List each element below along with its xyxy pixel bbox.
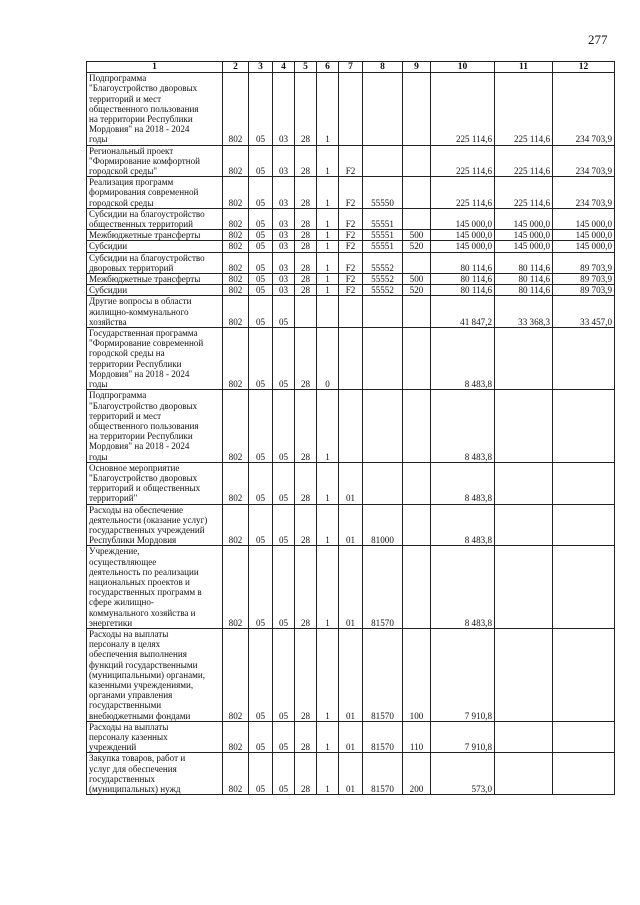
subsection-code: 05 — [273, 628, 295, 721]
subsection-code: 05 — [273, 462, 295, 504]
direction-code — [363, 296, 403, 328]
amount-year-3 — [553, 462, 615, 504]
subsection-code: 03 — [273, 241, 295, 252]
ministry-code: 802 — [223, 177, 249, 209]
ministry-code: 802 — [223, 145, 249, 177]
table-body — [87, 73, 615, 795]
subprogram-code: 1 — [317, 230, 339, 241]
program-code: 28 — [295, 177, 317, 209]
event-code: 01 — [339, 721, 363, 753]
program-code: 28 — [295, 504, 317, 546]
row-name: Региональный проект "Формирование комфортной городской среды" — [87, 145, 223, 177]
program-code: 28 — [295, 462, 317, 504]
column-header: 11 — [495, 62, 553, 73]
amount-year-2 — [495, 328, 553, 390]
amount-year-3: 234 703,9 — [553, 177, 615, 209]
table-row — [87, 73, 615, 145]
table-row — [87, 546, 615, 629]
row-name: Субсидии на благоустройство дворовых территорий — [87, 252, 223, 273]
program-code: 28 — [295, 721, 317, 753]
table-row — [87, 328, 615, 390]
program-code: 28 — [295, 208, 317, 229]
section-code: 05 — [249, 328, 273, 390]
table-row — [87, 241, 615, 252]
section-code: 05 — [249, 73, 273, 145]
event-code: 01 — [339, 504, 363, 546]
section-code: 05 — [249, 753, 273, 795]
amount-year-3 — [553, 628, 615, 721]
program-code: 28 — [295, 546, 317, 629]
event-code: F2 — [339, 208, 363, 229]
program-code: 28 — [295, 73, 317, 145]
expense-type-code — [403, 208, 431, 229]
section-code: 05 — [249, 390, 273, 462]
program-code: 28 — [295, 328, 317, 390]
table-row — [87, 504, 615, 546]
amount-year-2 — [495, 546, 553, 629]
amount-year-2: 80 114,6 — [495, 285, 553, 296]
amount-year-2: 145 000,0 — [495, 230, 553, 241]
row-name: Подпрограмма "Благоустройство дворовых территорий и мест общественного пользования на территории Республики Мордовия" на 2018 - 2024 годы — [87, 73, 223, 145]
ministry-code: 802 — [223, 285, 249, 296]
ministry-code: 802 — [223, 241, 249, 252]
subprogram-code: 1 — [317, 390, 339, 462]
direction-code: 55551 — [363, 208, 403, 229]
amount-year-2 — [495, 504, 553, 546]
event-code: 01 — [339, 753, 363, 795]
direction-code: 81570 — [363, 628, 403, 721]
event-code: 01 — [339, 628, 363, 721]
row-name: Субсидии на благоустройство общественных территорий — [87, 208, 223, 229]
direction-code — [363, 462, 403, 504]
ministry-code: 802 — [223, 721, 249, 753]
row-name: Расходы на обеспечение деятельности (оказание услуг) государственных учреждений Республики Мордовия — [87, 504, 223, 546]
subsection-code: 05 — [273, 390, 295, 462]
event-code: F2 — [339, 145, 363, 177]
amount-year-2: 80 114,6 — [495, 252, 553, 273]
ministry-code: 802 — [223, 230, 249, 241]
amount-year-1: 80 114,6 — [431, 285, 495, 296]
table-row — [87, 390, 615, 462]
subprogram-code: 1 — [317, 73, 339, 145]
amount-year-2: 225 114,6 — [495, 177, 553, 209]
amount-year-3 — [553, 504, 615, 546]
subprogram-code: 1 — [317, 177, 339, 209]
subprogram-code: 1 — [317, 285, 339, 296]
row-name: Основное мероприятие "Благоустройство дворовых территорий и общественных территорий" — [87, 462, 223, 504]
amount-year-2: 80 114,6 — [495, 274, 553, 285]
subsection-code: 03 — [273, 145, 295, 177]
event-code: 01 — [339, 462, 363, 504]
column-header: 10 — [431, 62, 495, 73]
amount-year-2: 145 000,0 — [495, 208, 553, 229]
column-header: 5 — [295, 62, 317, 73]
row-name: Субсидии — [87, 241, 223, 252]
program-code: 28 — [295, 390, 317, 462]
amount-year-2 — [495, 390, 553, 462]
expense-type-code — [403, 145, 431, 177]
amount-year-1: 41 847,2 — [431, 296, 495, 328]
event-code — [339, 73, 363, 145]
event-code: F2 — [339, 177, 363, 209]
ministry-code: 802 — [223, 296, 249, 328]
event-code — [339, 296, 363, 328]
subsection-code: 03 — [273, 285, 295, 296]
event-code: F2 — [339, 285, 363, 296]
subprogram-code — [317, 296, 339, 328]
table-row — [87, 462, 615, 504]
event-code: 01 — [339, 546, 363, 629]
row-name: Закупка товаров, работ и услуг для обеспечения государственных (муниципальных) нужд — [87, 753, 223, 795]
row-name: Государственная программа "Формирование современной городской среды на территории Республики Мордовия" на 2018 - 2024 годы — [87, 328, 223, 390]
amount-year-3: 89 703,9 — [553, 274, 615, 285]
section-code: 05 — [249, 285, 273, 296]
amount-year-3 — [553, 721, 615, 753]
amount-year-3 — [553, 546, 615, 629]
direction-code: 55551 — [363, 230, 403, 241]
ministry-code: 802 — [223, 328, 249, 390]
subsection-code: 05 — [273, 753, 295, 795]
amount-year-1: 225 114,6 — [431, 177, 495, 209]
row-name: Расходы на выплаты персоналу в целях обеспечения выполнения функций государственными (муниципальными) органами, казенными учреждениями, органами управления государственными внебюджетными фондами — [87, 628, 223, 721]
event-code — [339, 328, 363, 390]
subprogram-code: 1 — [317, 462, 339, 504]
amount-year-1: 8 483,8 — [431, 546, 495, 629]
ministry-code: 802 — [223, 390, 249, 462]
ministry-code: 802 — [223, 462, 249, 504]
column-header: 2 — [223, 62, 249, 73]
direction-code: 55552 — [363, 285, 403, 296]
table-row — [87, 296, 615, 328]
amount-year-3 — [553, 753, 615, 795]
section-code: 05 — [249, 628, 273, 721]
subprogram-code: 1 — [317, 753, 339, 795]
subprogram-code: 1 — [317, 274, 339, 285]
amount-year-3: 89 703,9 — [553, 252, 615, 273]
subsection-code: 05 — [273, 721, 295, 753]
column-header: 6 — [317, 62, 339, 73]
amount-year-1: 80 114,6 — [431, 252, 495, 273]
subprogram-code: 1 — [317, 546, 339, 629]
amount-year-3: 89 703,9 — [553, 285, 615, 296]
ministry-code: 802 — [223, 753, 249, 795]
row-name: Другие вопросы в области жилищно-коммунального хозяйства — [87, 296, 223, 328]
amount-year-1: 8 483,8 — [431, 462, 495, 504]
amount-year-1: 8 483,8 — [431, 390, 495, 462]
ministry-code: 802 — [223, 504, 249, 546]
row-name: Расходы на выплаты персоналу казенных учреждений — [87, 721, 223, 753]
table-row — [87, 285, 615, 296]
event-code: F2 — [339, 241, 363, 252]
table-row — [87, 145, 615, 177]
amount-year-3 — [553, 390, 615, 462]
program-code: 28 — [295, 628, 317, 721]
program-code — [295, 296, 317, 328]
row-name: Реализация программ формирования современной городской среды — [87, 177, 223, 209]
section-code: 05 — [249, 145, 273, 177]
amount-year-3: 145 000,0 — [553, 230, 615, 241]
expense-type-code — [403, 177, 431, 209]
section-code: 05 — [249, 177, 273, 209]
program-code: 28 — [295, 145, 317, 177]
program-code: 28 — [295, 230, 317, 241]
ministry-code: 802 — [223, 274, 249, 285]
column-header: 3 — [249, 62, 273, 73]
expense-type-code — [403, 252, 431, 273]
amount-year-1: 8 483,8 — [431, 504, 495, 546]
ministry-code: 802 — [223, 252, 249, 273]
subsection-code: 03 — [273, 208, 295, 229]
amount-year-2: 145 000,0 — [495, 241, 553, 252]
amount-year-3: 145 000,0 — [553, 208, 615, 229]
table-row — [87, 753, 615, 795]
column-header: 4 — [273, 62, 295, 73]
amount-year-2 — [495, 628, 553, 721]
expense-type-code — [403, 546, 431, 629]
subprogram-code: 1 — [317, 208, 339, 229]
subsection-code: 05 — [273, 546, 295, 629]
row-name: Учреждение, осуществляющее деятельность по реализации национальных проектов и государственных программ в сфере жилищно- коммунального хозяйства и энергетики — [87, 546, 223, 629]
expense-type-code — [403, 328, 431, 390]
section-code: 05 — [249, 274, 273, 285]
subprogram-code: 1 — [317, 628, 339, 721]
expense-type-code: 500 — [403, 274, 431, 285]
subprogram-code: 1 — [317, 721, 339, 753]
table-row — [87, 628, 615, 721]
ministry-code: 802 — [223, 546, 249, 629]
column-header: 7 — [339, 62, 363, 73]
amount-year-2: 225 114,6 — [495, 145, 553, 177]
table-row — [87, 721, 615, 753]
row-name: Межбюджетные трансферты — [87, 230, 223, 241]
row-name: Субсидии — [87, 285, 223, 296]
expense-type-code — [403, 462, 431, 504]
amount-year-1: 145 000,0 — [431, 208, 495, 229]
table-row — [87, 252, 615, 273]
amount-year-3: 145 000,0 — [553, 241, 615, 252]
row-name: Межбюджетные трансферты — [87, 274, 223, 285]
column-header: 1 — [87, 62, 223, 73]
expense-type-code: 520 — [403, 241, 431, 252]
subsection-code: 03 — [273, 230, 295, 241]
amount-year-2 — [495, 721, 553, 753]
budget-table — [86, 61, 615, 795]
amount-year-2 — [495, 462, 553, 504]
event-code — [339, 390, 363, 462]
expense-type-code — [403, 73, 431, 145]
header-row — [87, 62, 615, 73]
ministry-code: 802 — [223, 208, 249, 229]
direction-code — [363, 390, 403, 462]
row-name: Подпрограмма "Благоустройство дворовых территорий и мест общественного пользования на территории Республики Мордовия" на 2018 - 2024 годы — [87, 390, 223, 462]
amount-year-3: 234 703,9 — [553, 73, 615, 145]
expense-type-code: 520 — [403, 285, 431, 296]
column-header: 12 — [553, 62, 615, 73]
direction-code: 55552 — [363, 252, 403, 273]
program-code: 28 — [295, 753, 317, 795]
event-code: F2 — [339, 230, 363, 241]
amount-year-1: 145 000,0 — [431, 241, 495, 252]
section-code: 05 — [249, 252, 273, 273]
section-code: 05 — [249, 296, 273, 328]
table-row — [87, 274, 615, 285]
subprogram-code: 1 — [317, 241, 339, 252]
direction-code: 55550 — [363, 177, 403, 209]
event-code: F2 — [339, 252, 363, 273]
direction-code: 81000 — [363, 504, 403, 546]
table-row — [87, 177, 615, 209]
subprogram-code: 1 — [317, 504, 339, 546]
table-row — [87, 230, 615, 241]
amount-year-3 — [553, 328, 615, 390]
expense-type-code: 100 — [403, 628, 431, 721]
amount-year-2 — [495, 753, 553, 795]
direction-code: 81570 — [363, 546, 403, 629]
program-code: 28 — [295, 241, 317, 252]
table-row — [87, 208, 615, 229]
direction-code: 81570 — [363, 721, 403, 753]
expense-type-code: 200 — [403, 753, 431, 795]
direction-code: 55552 — [363, 274, 403, 285]
direction-code — [363, 73, 403, 145]
subprogram-code: 1 — [317, 252, 339, 273]
amount-year-1: 7 910,8 — [431, 628, 495, 721]
amount-year-2: 33 368,3 — [495, 296, 553, 328]
expense-type-code — [403, 504, 431, 546]
section-code: 05 — [249, 230, 273, 241]
section-code: 05 — [249, 721, 273, 753]
amount-year-3: 234 703,9 — [553, 145, 615, 177]
ministry-code: 802 — [223, 73, 249, 145]
section-code: 05 — [249, 462, 273, 504]
column-header: 8 — [363, 62, 403, 73]
expense-type-code — [403, 296, 431, 328]
amount-year-1: 80 114,6 — [431, 274, 495, 285]
subsection-code: 03 — [273, 177, 295, 209]
subprogram-code: 0 — [317, 328, 339, 390]
subsection-code: 03 — [273, 274, 295, 285]
direction-code — [363, 328, 403, 390]
amount-year-2: 225 114,6 — [495, 73, 553, 145]
section-code: 05 — [249, 504, 273, 546]
amount-year-1: 8 483,8 — [431, 328, 495, 390]
section-code: 05 — [249, 546, 273, 629]
section-code: 05 — [249, 241, 273, 252]
subsection-code: 05 — [273, 504, 295, 546]
subsection-code: 03 — [273, 73, 295, 145]
page-number: 277 — [588, 32, 608, 47]
program-code: 28 — [295, 274, 317, 285]
amount-year-3: 33 457,0 — [553, 296, 615, 328]
expense-type-code — [403, 390, 431, 462]
amount-year-1: 225 114,6 — [431, 73, 495, 145]
direction-code: 55551 — [363, 241, 403, 252]
direction-code — [363, 145, 403, 177]
program-code: 28 — [295, 285, 317, 296]
program-code: 28 — [295, 252, 317, 273]
event-code: F2 — [339, 274, 363, 285]
expense-type-code: 110 — [403, 721, 431, 753]
amount-year-1: 225 114,6 — [431, 145, 495, 177]
expense-type-code: 500 — [403, 230, 431, 241]
subsection-code: 05 — [273, 328, 295, 390]
amount-year-1: 573,0 — [431, 753, 495, 795]
amount-year-1: 7 910,8 — [431, 721, 495, 753]
direction-code: 81570 — [363, 753, 403, 795]
subsection-code: 03 — [273, 252, 295, 273]
section-code: 05 — [249, 208, 273, 229]
column-header: 9 — [403, 62, 431, 73]
ministry-code: 802 — [223, 628, 249, 721]
subprogram-code: 1 — [317, 145, 339, 177]
subsection-code: 05 — [273, 296, 295, 328]
amount-year-1: 145 000,0 — [431, 230, 495, 241]
